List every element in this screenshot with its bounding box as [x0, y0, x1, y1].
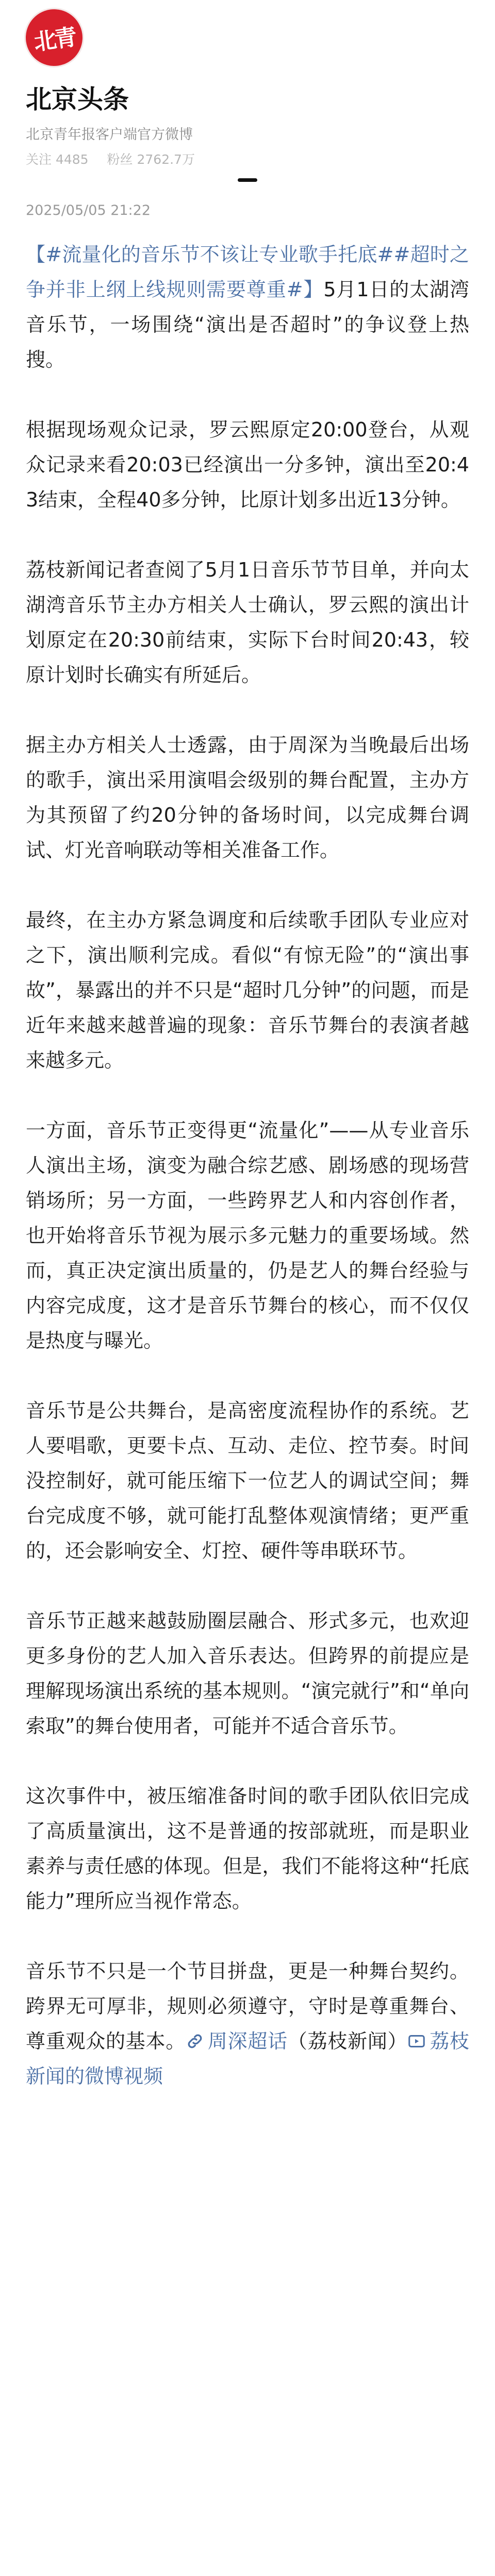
intro-text: 5月1日的太湖湾音乐节，一场围绕“演出是否超时”的争议登上热搜。 [26, 278, 469, 371]
bracket-open: 【 [26, 243, 46, 266]
post-body [26, 237, 469, 2094]
topic-link-2[interactable]: #超时之争并非上纲上线规则需要尊重# [26, 243, 469, 301]
account-name[interactable]: 北京头条 [26, 84, 129, 114]
closing-text: 音乐节不只是一个节目拼盘，更是一种舞台契约。跨界无可厚非，规则必须遵守，守时是尊重舞台、尊重观众的基本。 [26, 1960, 469, 2053]
post-paragraph: 最终，在主办方紧急调度和后续歌手团队专业应对之下，演出顺利完成。看似“有惊无险”的“演出事故”，暴露出的并不只是“超时几分钟”的问题，而是近年来越来越普遍的现象：音乐节舞台的表演者越来越多元。 [26, 909, 469, 1072]
avatar[interactable] [22, 6, 86, 70]
topic-link-1[interactable]: #流量化的音乐节不该让专业歌手托底# [45, 243, 394, 266]
mention-link[interactable] [186, 2030, 288, 2053]
account-header [0, 0, 495, 182]
post [0, 202, 495, 2094]
link-icon [186, 2032, 204, 2050]
follow-count[interactable]: 关注 4485 [26, 152, 89, 167]
post-timestamp: 2025/05/05 21:22 [26, 202, 151, 218]
post-paragraph: 荔枝新闻记者查阅了5月1日音乐节节目单，并向太湖湾音乐节主办方相关人士确认，罗云熙的演出计划原定在20:30前结束，实际下台时间20:43，较原计划时长确实有所延后。 [26, 558, 469, 686]
post-paragraph: 这次事件中，被压缩准备时间的歌手团队依旧完成了高质量演出，这不是普通的按部就班，而是职业素养与责任感的体现。但是，我们不能将这种“托底能力”理所应当视作常态。 [26, 1785, 469, 1912]
source-text: （荔枝新闻） [287, 2030, 408, 2053]
fans-count[interactable]: 粉丝 2762.7万 [107, 152, 195, 167]
account-description: 北京青年报客户端官方微博 [26, 127, 193, 143]
post-paragraph: 音乐节正越来越鼓励圈层融合、形式多元，也欢迎更多身份的艺人加入音乐表达。但跨界的前提应是理解现场演出系统的基本规则。“演完就行”和“单向索取”的舞台使用者，可能并不适合音乐节。 [26, 1609, 469, 1737]
post-paragraph: 根据现场观众记录，罗云熙原定20:00登台，从观众记录来看20:03已经演出一分多钟，演出至20:43结束，全程40多分钟，比原计划多出近13分钟。 [26, 418, 469, 511]
mention-link-label: 周深超话 [207, 2030, 288, 2053]
video-link-label: 荔枝新闻的微博视频 [26, 2030, 469, 2088]
account-stats [26, 149, 469, 168]
bracket-close: 】 [303, 278, 324, 301]
avatar-logo-text: 北青 [32, 24, 77, 56]
drag-handle[interactable] [238, 178, 257, 182]
post-paragraph: 音乐节是公共舞台，是高密度流程协作的系统。艺人要唱歌，更要卡点、互动、走位、控节奏。时间没控制好，就可能压缩下一位艺人的调试空间；舞台完成度不够，就可能打乱整体观演情绪；更严重的，还会影响安全、灯控、硬件等串联环节。 [26, 1399, 469, 1562]
post-paragraph: 据主办方相关人士透露，由于周深为当晚最后出场的歌手，演出采用演唱会级别的舞台配置，主办方为其预留了约20分钟的备场时间，以完成舞台调试、灯光音响联动等相关准备工作。 [26, 734, 469, 861]
video-icon [407, 2032, 426, 2050]
post-paragraph: 一方面，音乐节正变得更“流量化”——从专业音乐人演出主场，演变为融合综艺感、剧场感的现场营销场所；另一方面，一些跨界艺人和内容创作者，也开始将音乐节视为展示多元魅力的重要场域。然而，真正决定演出质量的，仍是艺人的舞台经验与内容完成度，这才是音乐节舞台的核心，而不仅仅是热度与曝光。 [26, 1119, 469, 1352]
post-closing [26, 1954, 469, 2094]
post-intro [26, 237, 469, 377]
